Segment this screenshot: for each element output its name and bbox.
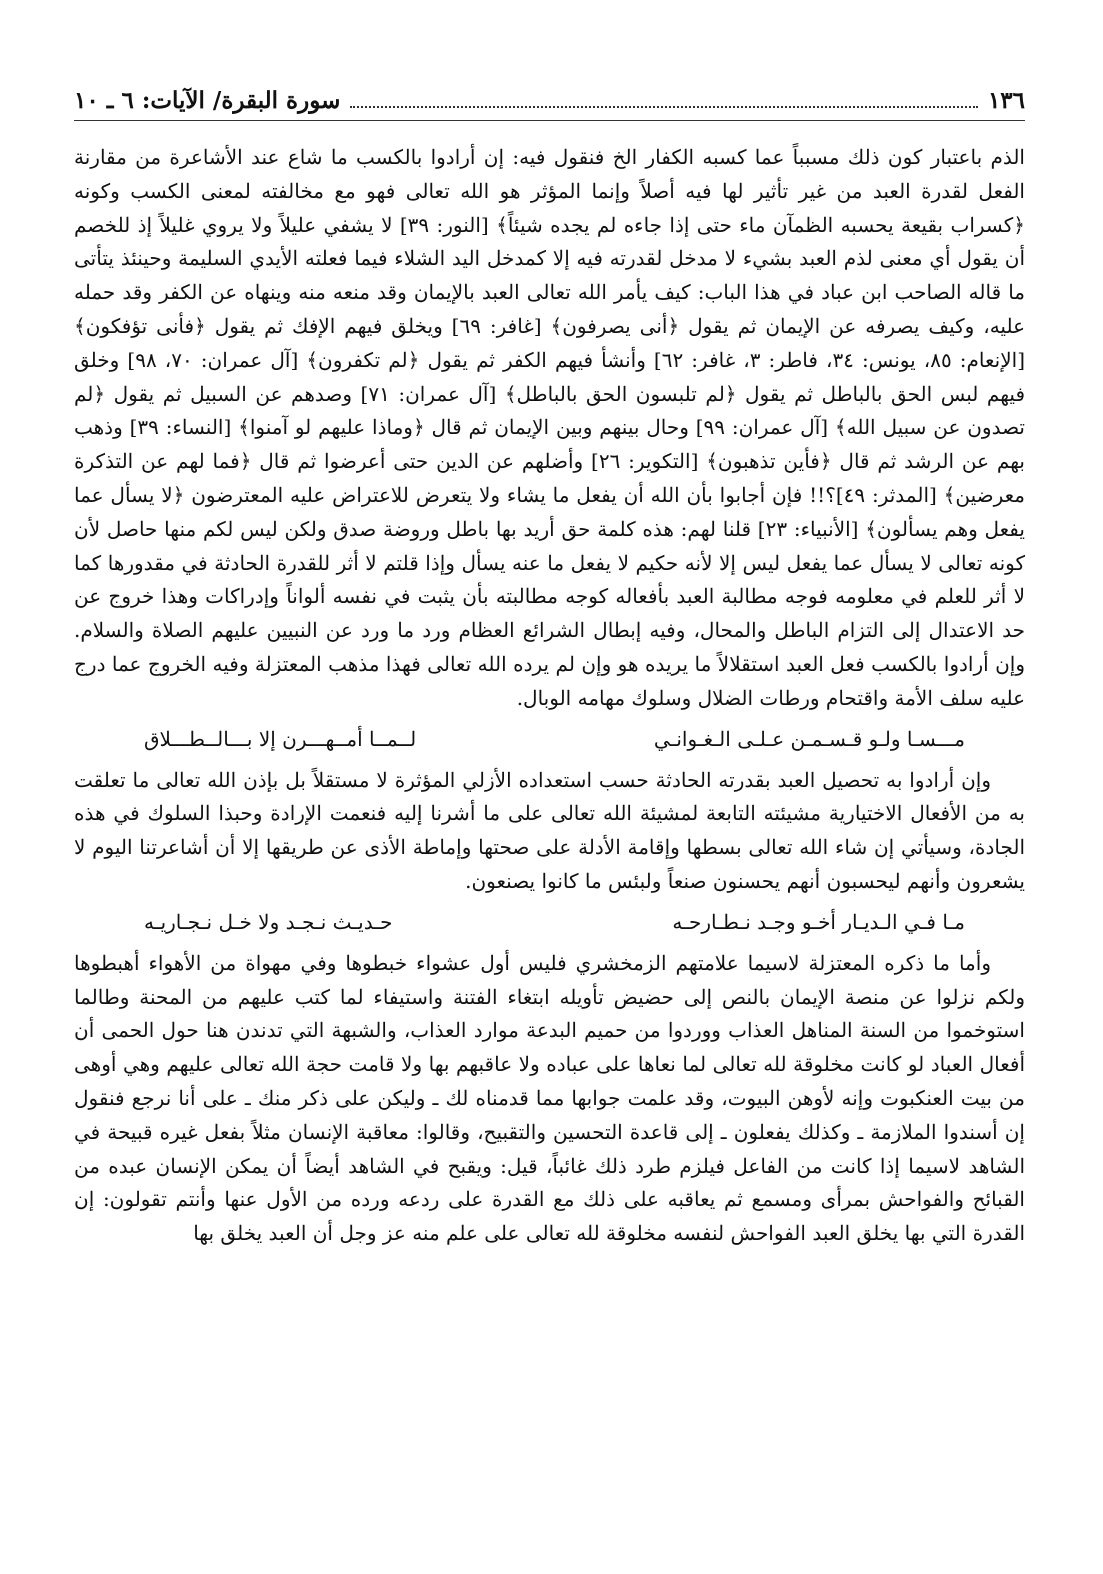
page-body	[74, 141, 1025, 1251]
poetry-verse	[74, 716, 1025, 764]
paragraph: وإن أرادوا به تحصيل العبد بقدرته الحادثة حسب استعداده الأزلي المؤثرة لا مستقلاً بل بإذن الله تعالى ما تعلقت به من الأفعال الاختيارية مشيئته التابعة لمشيئة الله تعالى على ما أشرنا إليه فنعمت الإرادة وحبذا السلوك في هذه الجادة، وسيأتي إن شاء الله تعالى بسطها وإقامة الأدلة على صحتها وإماطة الأذى عن طريقها إلا أن أشاعرتنا اليوم لا يشعرون وأنهم ليحسبون أنهم يحسنون صنعاً ولبئس ما كانوا يصنعون.	[74, 767, 1025, 893]
verse-hemistich-right: مـــسـا ولـو قـسـمـن عـلـى الـغـوانـي	[653, 726, 965, 751]
paragraph: وأما ما ذكره المعتزلة لاسيما علامتهم الزمخشري فليس أول عشواء خبطوها وفي مهواة من الأهواء أهبطوها ولكم نزلوا عن منصة الإيمان بالنص إلى حضيض تأويله ابتغاء الفتنة واستيفاء لما كتب عليهم من المحنة وطالما استوخموا من السنة المناهل العذاب ووردوا من حميم البدعة موارد العذاب، والشبهة التي تدندن هنا حول الحمى أن أفعال العباد لو كانت مخلوقة لله تعالى لما نعاها على عباده ولا عاقبهم بها ولا قامت حجة الله تعالى عليهم وهي أوهى من بيت العنكبوت وإنه لأوهن البيوت، وقد علمت جوابها مما قدمناه لك ـ وليكن على ذكر منك ـ على أنا نرجع فنقول إن أسندوا الملازمة ـ وكذلك يفعلون ـ إلى قاعدة التحسين والتقبيح، وقالوا: معاقبة الإنسان مثلاً بفعل غيره قبيحة في الشاهد لاسيما إذا كانت من الفاعل فيلزم طرد ذلك غائباً، قيل: ويقبح في الشاهد أيضاً أن يمكن الإنسان عبده من القبائح والفواحش بمرأى ومسمع ثم يعاقبه على ذلك مع القدرة على ردعه ورده من الأول عنها وأنتم تقولون: إن القدرة التي بها يخلق العبد الفواحش لنفسه مخلوقة لله تعالى على علم منه عز وجل أن العبد يخلق بها	[74, 950, 1025, 1246]
verse-hemistich-left: حـديـث نـجـد ولا خـل نـجـاريـه	[144, 909, 393, 934]
header-dot-leader	[350, 84, 978, 108]
poetry-verse	[74, 899, 1025, 947]
running-header	[74, 84, 1025, 121]
paragraph: الذم باعتبار كون ذلك مسبباً عما كسبه الكفار الخ فنقول فيه: إن أرادوا بالكسب ما شاع عند الأشاعرة من مقارنة الفعل لقدرة العبد من غير تأثير لها فيه أصلاً وإنما المؤثر هو الله تعالى فهو مع مخالفته لمعنى الكسب وكونه ﴿كسراب بقيعة يحسبه الظمآن ماء حتى إذا جاءه لم يجده شيئاً﴾ [النور: ٣٩] لا يشفي عليلاً ولا يروي غليلاً إذ للخصم أن يقول أي معنى لذم العبد بشيء لا مدخل لقدرته فيه إلا كمدخل اليد الشلاء فيما فعلته الأيدي السليمة وحينئذ يتأتى ما قاله الصاحب ابن عباد في هذا الباب: كيف يأمر الله تعالى العبد بالإيمان وقد منعه منه وينهاه عن الكفر وقد حمله عليه، وكيف يصرفه عن الإيمان ثم يقول ﴿أنى يصرفون﴾ [غافر: ٦٩] ويخلق فيهم الإفك ثم يقول ﴿فأنى تؤفكون﴾ [الإنعام: ٨٥، يونس: ٣٤، فاطر: ٣، غافر: ٦٢] وأنشأ فيهم الكفر ثم يقول ﴿لم تكفرون﴾ [آل عمران: ٧٠، ٩٨] وخلق فيهم لبس الحق بالباطل ثم يقول ﴿لم تلبسون الحق بالباطل﴾ [آل عمران: ٧١] وصدهم عن السبيل ثم يقول ﴿لم تصدون عن سبيل الله﴾ [آل عمران: ٩٩] وحال بينهم وبين الإيمان ثم قال ﴿وماذا عليهم لو آمنوا﴾ [النساء: ٣٩] وذهب بهم عن الرشد ثم قال ﴿فأين تذهبون﴾ [التكوير: ٢٦] وأضلهم عن الدين حتى أعرضوا ثم قال ﴿فما لهم عن التذكرة معرضين﴾ [المدثر: ٤٩]؟!! فإن أجابوا بأن الله أن يفعل ما يشاء ولا يتعرض للاعتراض عليه المعترضون ﴿لا يسأل عما يفعل وهم يسألون﴾ [الأنبياء: ٢٣] قلنا لهم: هذه كلمة حق أريد بها باطل وروضة صدق ولكن ليس لكم منها حاصل لأن كونه تعالى لا يسأل عما يفعل ليس إلا لأنه حكيم لا يفعل ما عنه يسأل وإذا قلتم لا أثر للقدرة الحادثة في مقدورها كما لا أثر للعلم في معلومه فوجه مطالبة العبد بأفعاله كوجه مطالبته بأن يثبت في نفسه ألواناً وإدراكات وهذا خروج عن حد الاعتدال إلى التزام الباطل والمحال، وفيه إبطال الشرائع العظام ورد ما ورد عن النبيين عليهم الصلاة والسلام. وإن أرادوا بالكسب فعل العبد استقلالاً ما يريده هو وإن لم يرده الله تعالى فهذا مذهب المعتزلة وفيه الخروج عما درج عليه سلف الأمة واقتحام ورطات الضلال وسلوك مهامه الوبال.	[74, 145, 1026, 710]
page-number: ١٣٦	[987, 87, 1025, 114]
verse-hemistich-right: مـا فـي الـديـار أخـو وجـد نـطـارحـه	[672, 909, 965, 934]
header-title: سورة البقرة/ الآيات: ٦ ـ ١٠	[74, 87, 341, 114]
verse-hemistich-left: لــمــا أمــهـــرن إلا بـــالــطـــلاق	[144, 726, 417, 751]
